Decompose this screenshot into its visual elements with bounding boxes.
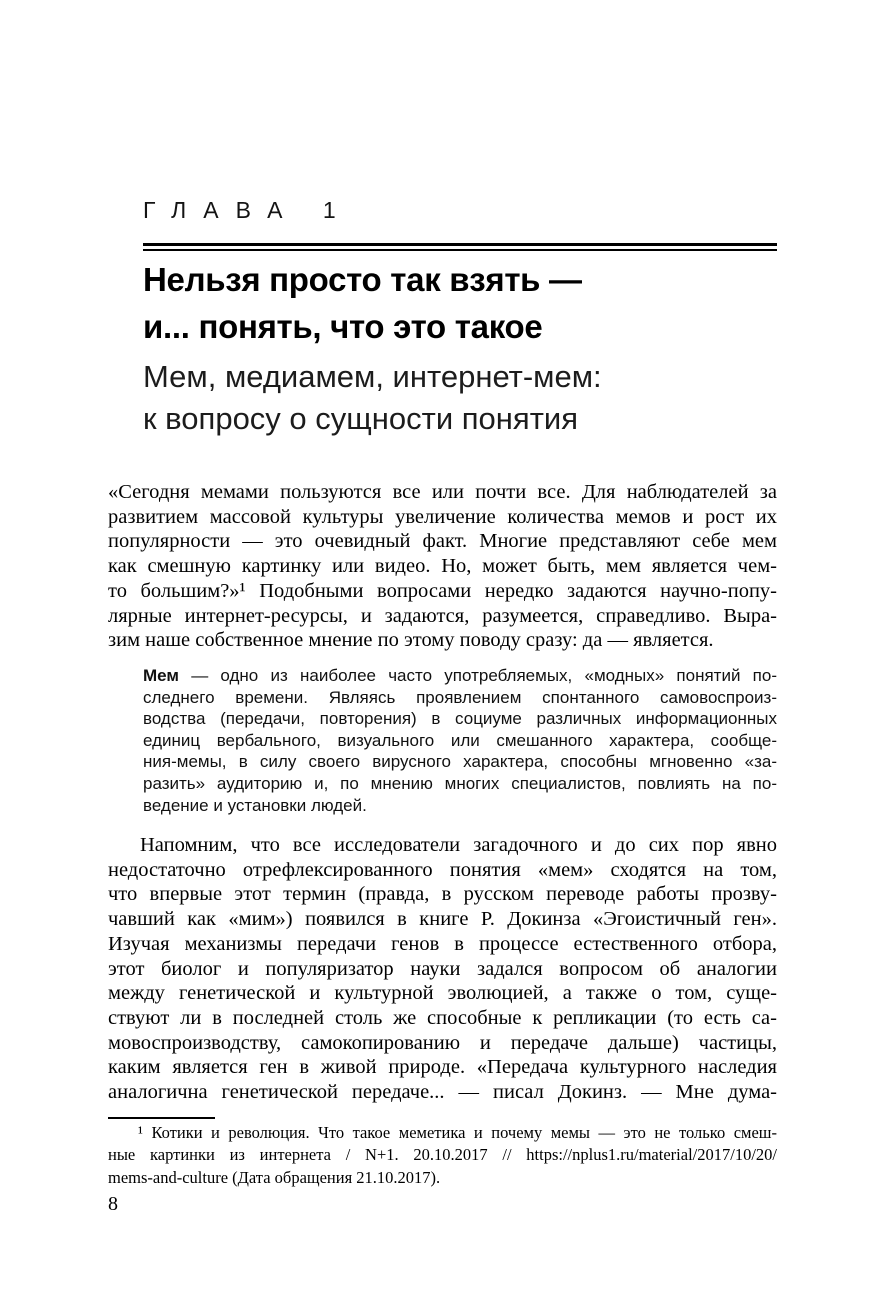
paragraph-line: популярности — это очевидный факт. Многие представляют себе мем: [108, 530, 777, 553]
paragraph-line: зим наше собственное мнение по этому поводу сразу: да — является.: [108, 629, 714, 652]
paragraph-line: между генетической и культурной эволюцией, а также о том, суще-: [108, 982, 777, 1005]
definition-line: [143, 665, 777, 687]
footnote-line: ные картинки из интернета / N+1. 20.10.2017 // https://nplus1.ru/material/2017/10/20/: [108, 1145, 777, 1165]
definition-line: следнего времени. Являясь проявлением спонтанного самовоспроиз-: [143, 687, 777, 707]
chapter-label: ГЛАВА 1: [143, 197, 353, 223]
footnote: [108, 1122, 777, 1189]
paragraph-line: ствуют ли в последней столь же способные к репликации (то есть са-: [108, 1006, 777, 1029]
definition-first-line-rest: — одно из наиболее часто употребляемых, «модных» понятий по-: [178, 666, 777, 685]
paragraph-line: аналогична генетической передаче... — писал Докинз. — Мне дума-: [108, 1081, 777, 1104]
chapter-title: [143, 256, 582, 350]
chapter-title-line-2: и... понять, что это такое: [143, 308, 543, 345]
footnote-line: mems-and-culture (Дата обращения 21.10.2017).: [108, 1167, 441, 1187]
definition-line: водства (передачи, повторения) в социуме различных информационных: [143, 709, 777, 729]
page-number: 8: [108, 1193, 118, 1215]
paragraph-dawkins: [108, 833, 777, 1105]
definition-line: разить» аудиторию и, по мнению многих специалистов, повлиять на по-: [143, 773, 777, 793]
paragraph-line: что впервые этот термин (правда, в русском переводе работы прозву-: [108, 883, 777, 906]
paragraph-line: лярные интернет-ресурсы, и задаются, разумеется, справедливо. Выра-: [108, 604, 777, 627]
paragraph-line: мовоспроизводству, самокопированию и передаче дальше) частицы,: [108, 1031, 777, 1054]
paragraph-line: то большим?»¹ Подобными вопросами нередко задаются научно-попу-: [108, 579, 777, 602]
chapter-rule: [143, 243, 777, 251]
chapter-subtitle-line-2: к вопросу о сущности понятия: [143, 401, 578, 436]
paragraph-line: этот биолог и популяризатор науки задался вопросом об аналогии: [108, 957, 777, 980]
definition-block: [143, 665, 777, 816]
definition-term: Мем: [143, 666, 179, 685]
paragraph-line: каким является ген в живой природе. «Передача культурного наследия: [108, 1056, 777, 1079]
paragraph-line: как смешную картинку или видео. Но, может быть, мем является чем-: [108, 555, 777, 578]
chapter-title-line-1: Нельзя просто так взять —: [143, 261, 582, 298]
paragraph-line: чавший как «мим») появился в книге Р. Докинза «Эгоистичный ген».: [108, 908, 777, 931]
definition-line: ведение и установки людей.: [143, 795, 367, 815]
chapter-subtitle: [143, 356, 602, 440]
footnote-line: ¹ Котики и революция. Что такое меметика и почему мемы — это не только смеш-: [138, 1123, 777, 1142]
paragraph-line: «Сегодня мемами пользуются все или почти все. Для наблюдателей за: [108, 481, 777, 503]
chapter-subtitle-line-1: Мем, медиамем, интернет-мем:: [143, 359, 602, 394]
rule-thin-line: [143, 249, 777, 251]
definition-line: единиц вербального, визуального или смешанного характера, сообще-: [143, 730, 777, 750]
definition-line: ния-мемы, в силу своего вирусного характера, способны мгновенно «за-: [143, 752, 777, 772]
footnote-separator: [108, 1117, 215, 1119]
paragraph-line: Изучая механизмы передачи генов в процессе естественного отбора,: [108, 932, 777, 955]
paragraph-line: Напомним, что все исследователи загадочного и до сих пор явно: [140, 834, 777, 856]
paragraph-line: развитием массовой культуры увеличение количества мемов и рост их: [108, 505, 777, 528]
rule-thick-line: [143, 243, 777, 246]
paragraph-intro: [108, 480, 777, 653]
paragraph-line: недостаточно отрефлексированного понятия «мем» сходятся на том,: [108, 858, 777, 881]
